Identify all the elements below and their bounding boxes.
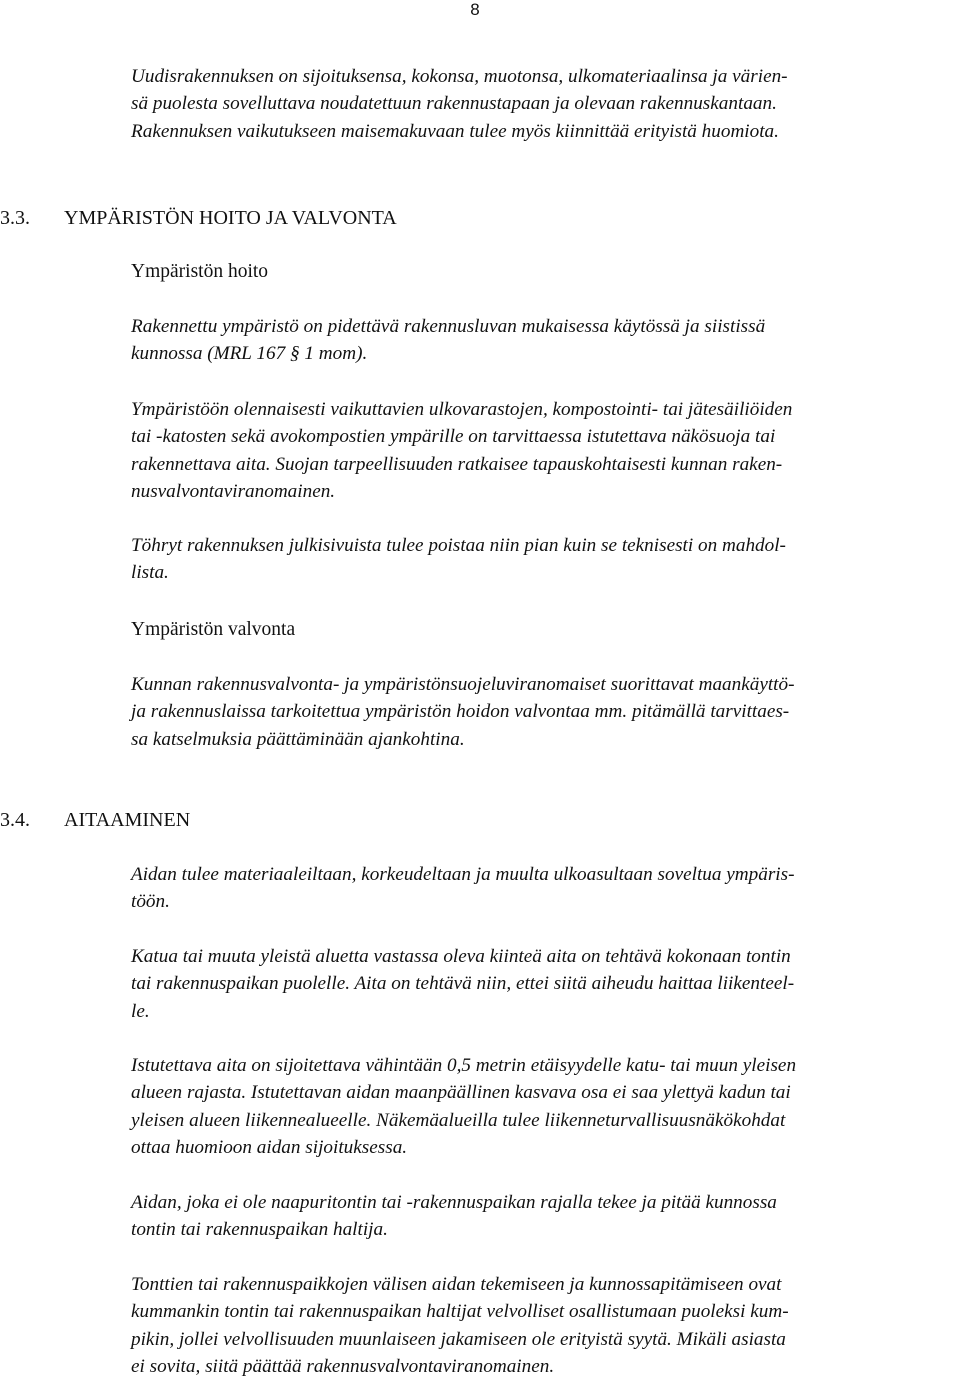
text-line: Töhryt rakennuksen julkisivuista tulee poistaa niin pian kuin se teknisesti on mahdol- (131, 535, 786, 556)
text-line: Katua tai muuta yleistä aluetta vastassa oleva kiinteä aita on tehtävä kokonaan tontin (131, 946, 791, 967)
aitaaminen-paragraph-3 (131, 1052, 960, 1161)
subheading-ympariston-valvonta: Ympäristön valvonta (131, 619, 296, 640)
aitaaminen-paragraph-5 (131, 1271, 960, 1380)
page-number: 8 (470, 0, 480, 19)
valvonta-paragraph-1 (131, 671, 960, 753)
text-line: Aidan tulee materiaaleiltaan, korkeudeltaan ja muulta ulkoasultaan soveltua ympäris- (131, 864, 795, 885)
aitaaminen-paragraph-1 (131, 861, 960, 916)
text-line: kummankin tontin tai rakennuspaikan haltijat velvolliset osallistumaan puoleksi kum- (131, 1301, 789, 1323)
text-line: Rakennuksen vaikutukseen maisemakuvaan tulee myös kiinnittää erityistä huomiota. (131, 120, 779, 142)
text-line: le. (131, 1000, 150, 1022)
text-line: tai rakennuspaikan puolelle. Aita on tehtävä niin, ettei siitä aiheudu haittaa liikenteel- (131, 973, 795, 995)
text-line: Tonttien tai rakennuspaikkojen välisen aidan tekemiseen ja kunnossapitämiseen ovat (131, 1274, 782, 1295)
section-number: 3.4. (0, 809, 30, 831)
intro-paragraph (131, 63, 960, 145)
text-line: Ympäristöön olennaisesti vaikuttavien ulkovarastojen, kompostointi- tai jätesäiliöiden (131, 399, 793, 420)
subheading-ymparistön-hoito: Ympäristön hoito (131, 261, 269, 282)
hoito-paragraph-2 (131, 396, 960, 505)
text-line: ottaa huomioon aidan sijoituksessa. (131, 1136, 408, 1158)
text-line: Uudisrakennuksen on sijoituksensa, kokonsa, muotonsa, ulkomateriaalinsa ja värien- (131, 66, 788, 87)
section-title: AITAAMINEN (64, 809, 191, 831)
text-line: ja rakennuslaissa tarkoitettua ympäristön hoidon valvontaa mm. pitämällä tarvittaes- (131, 701, 790, 723)
hoito-paragraph-1 (131, 313, 960, 368)
text-line: nusvalvontaviranomainen. (131, 480, 336, 502)
aitaaminen-paragraph-4 (131, 1189, 960, 1244)
text-line: kunnossa (MRL 167 § 1 mom). (131, 343, 368, 365)
text-line: alueen rajasta. Istutettavan aidan maanpäällinen kasvava osa ei saa ylettyä kadun tai (131, 1082, 791, 1104)
text-line: Aidan, joka ei ole naapuritontin tai -rakennuspaikan rajalla tekee ja pitää kunnossa (131, 1192, 777, 1213)
text-line: Kunnan rakennusvalvonta- ja ympäristönsuojeluviranomaiset suorittavat maankäyttö- (131, 674, 795, 695)
text-line: Rakennettu ympäristö on pidettävä rakennusluvan mukaisessa käytössä ja siistissä (131, 316, 766, 337)
text-line: tontin tai rakennuspaikan haltija. (131, 1219, 388, 1241)
text-line: sa katselmuksia päättäminään ajankohtina. (131, 728, 465, 750)
section-number: 3.3. (0, 207, 30, 229)
text-line: sä puolesta sovelluttava noudatettuun rakennustapaan ja olevaan rakennuskantaan. (131, 93, 777, 115)
hoito-paragraph-3 (131, 532, 960, 587)
text-line: pikin, jollei velvollisuuden muunlaiseen jakamiseen ole erityistä syytä. Mikäli asiasta (131, 1328, 786, 1350)
text-line: tai -katosten sekä avokompostien ympärille on tarvittaessa istutettava näkösuoja tai (131, 426, 776, 448)
text-line: töön. (131, 891, 170, 913)
section-title: YMPÄRISTÖN HOITO JA VALVONTA (64, 207, 397, 229)
text-line: rakennettava aita. Suojan tarpeellisuuden ratkaisee tapauskohtaisesti kunnan raken- (131, 453, 783, 475)
text-line: lista. (131, 562, 169, 584)
text-line: Istutettava aita on sijoitettava vähintään 0,5 metrin etäisyydelle katu- tai muun yleisen (131, 1055, 797, 1076)
text-line: yleisen alueen liikennealueelle. Näkemäalueilla tulee liikenneturvallisuusnäkökohdat (131, 1109, 786, 1131)
aitaaminen-paragraph-2 (131, 943, 960, 1025)
text-line: ei sovita, siitä päättää rakennusvalvontaviranomainen. (131, 1355, 555, 1377)
